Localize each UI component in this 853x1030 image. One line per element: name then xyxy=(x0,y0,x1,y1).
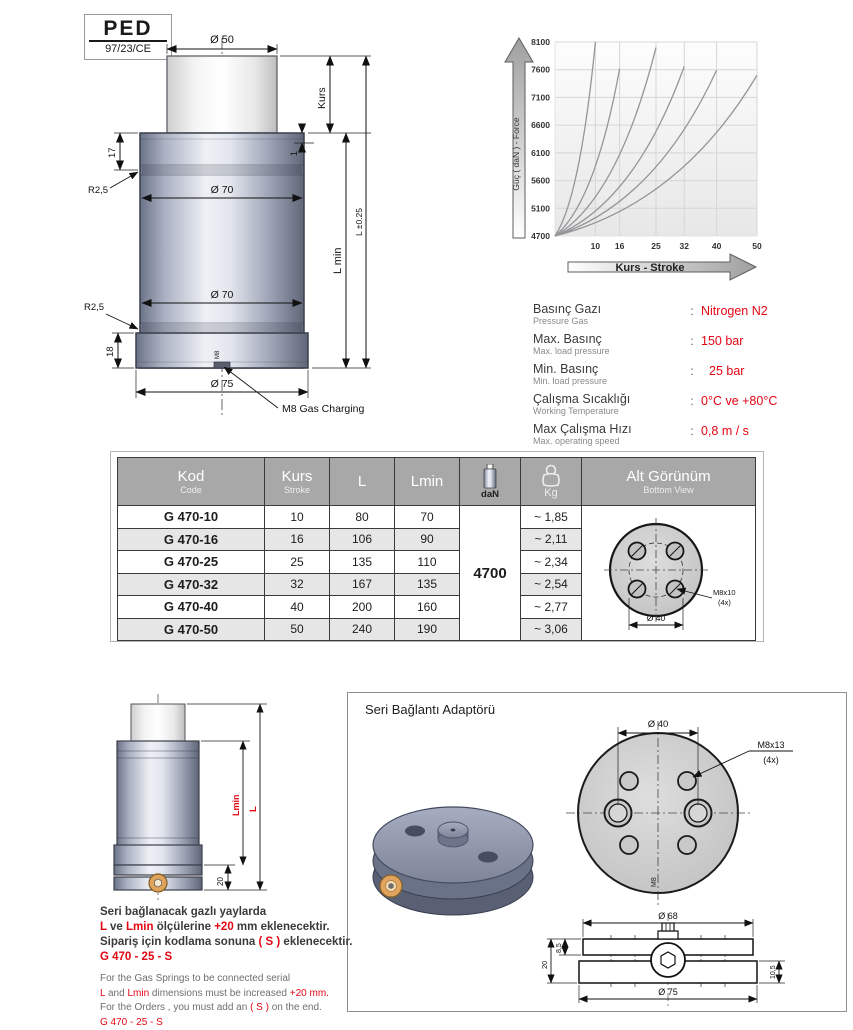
cell-kg: ~ 1,85 xyxy=(521,506,582,529)
col-header-l: L xyxy=(330,458,395,506)
d50-dim-label: Ø 50 xyxy=(210,34,234,46)
note-line: Seri bağlanacak gazlı yaylarda xyxy=(100,905,368,920)
header-row xyxy=(118,458,756,506)
dim1-label: 1 xyxy=(289,151,299,156)
chart-svg xyxy=(498,26,810,288)
port-mark: M8 xyxy=(651,877,658,887)
spec-colon: : xyxy=(683,423,701,438)
piston-rod xyxy=(167,56,277,133)
spec-value: 150 bar xyxy=(701,333,743,348)
spec-label-tr: Çalışma Sıcaklığı xyxy=(533,393,683,406)
cell-lmin: 70 xyxy=(395,506,460,529)
note-line: For the Orders , you must add an ( S ) on the end. xyxy=(100,1001,368,1016)
cell-kg: ~ 2,11 xyxy=(521,528,582,551)
spec-colon: : xyxy=(683,303,701,318)
groove-shadow-top xyxy=(142,166,302,174)
serial-adapter-panel xyxy=(347,692,847,1012)
r25-top-label: R2,5 xyxy=(88,185,108,196)
spec-label-en: Max. operating speed xyxy=(533,436,683,446)
product-table xyxy=(117,457,756,641)
dim105-label: 10,5 xyxy=(770,965,777,979)
svg-text:25: 25 xyxy=(651,241,661,251)
d75-dim-label: Ø 75 xyxy=(658,987,678,997)
cell-code: G 470-16 xyxy=(118,528,265,551)
cell-l: 240 xyxy=(330,618,395,641)
lmin-dim-label: L min xyxy=(332,248,344,275)
gas-charging-label: M8 Gas Charging xyxy=(282,403,364,415)
serial-connection-notes xyxy=(100,905,368,1030)
dim17-label: 17 xyxy=(107,147,118,158)
col-header-kg: Kg xyxy=(521,458,582,506)
spec-colon: : xyxy=(683,333,701,348)
cell-l: 135 xyxy=(330,551,395,574)
note-line: L ve Lmin ölçülerine +20 mm eklenecektir. xyxy=(100,920,368,935)
svg-text:7600: 7600 xyxy=(531,65,550,75)
svg-text:7100: 7100 xyxy=(531,92,550,102)
spec-label-tr: Basınç Gazı xyxy=(533,303,683,316)
d68-dim-label: Ø 68 xyxy=(658,911,678,921)
spec-value: 0°C ve +80°C xyxy=(701,393,777,408)
r25-top-leader xyxy=(110,172,138,188)
cell-lmin: 190 xyxy=(395,618,460,641)
adapter-top-view xyxy=(553,707,808,907)
cell-stroke: 10 xyxy=(265,506,330,529)
cell-stroke: 40 xyxy=(265,596,330,619)
cell-stroke: 50 xyxy=(265,618,330,641)
notes-turkish xyxy=(100,905,368,965)
cell-kg: ~ 3,06 xyxy=(521,618,582,641)
cell-dan-force: 4700 xyxy=(460,506,521,641)
svg-text:50: 50 xyxy=(752,241,762,251)
spec-colon: : xyxy=(683,393,701,408)
svg-text:6600: 6600 xyxy=(531,120,550,130)
d40-dim-label: Ø 40 xyxy=(648,719,669,730)
adapter-panel-title: Seri Bağlantı Adaptörü xyxy=(365,702,495,717)
dim20-label: 20 xyxy=(540,961,549,969)
d70-bottom-label: Ø 70 xyxy=(211,289,234,301)
specifications-list xyxy=(533,303,853,453)
cell-l: 80 xyxy=(330,506,395,529)
cell-l: 200 xyxy=(330,596,395,619)
svg-text:4700: 4700 xyxy=(531,231,550,241)
spec-row-max-pressure xyxy=(533,333,853,356)
force-stroke-chart xyxy=(498,26,810,288)
y-tick-labels xyxy=(531,37,550,241)
spec-row-working-temperature xyxy=(533,393,853,416)
cell-lmin: 160 xyxy=(395,596,460,619)
center-dot xyxy=(451,829,456,832)
spec-value: 25 bar xyxy=(701,363,744,378)
ped-label: PED xyxy=(89,17,167,42)
spec-label-en: Max. load pressure xyxy=(533,346,683,356)
col-header-kod: Kod Code xyxy=(118,458,265,506)
r25-bottom-leader xyxy=(106,314,138,329)
svg-text:5600: 5600 xyxy=(531,176,550,186)
lmin-dim-label: Lmin xyxy=(231,795,241,817)
spec-row-min-pressure xyxy=(533,363,853,386)
table-row xyxy=(118,506,756,529)
thread-count: (4x) xyxy=(763,755,779,765)
cell-code: G 470-40 xyxy=(118,596,265,619)
spec-label-en: Working Temperature xyxy=(533,406,683,416)
cell-kg: ~ 2,77 xyxy=(521,596,582,619)
note-line: L and Lmin dimensions must be increased +20 mm. xyxy=(100,987,368,1002)
svg-text:5100: 5100 xyxy=(531,203,550,213)
spec-label-tr: Max. Basınç xyxy=(533,333,683,346)
base-collar xyxy=(114,845,202,865)
cell-l: 106 xyxy=(330,528,395,551)
adapter-cross-section xyxy=(523,909,813,1009)
gas-charging-port xyxy=(214,362,230,368)
spec-row-pressure-gas xyxy=(533,303,853,326)
svg-text:40: 40 xyxy=(712,241,722,251)
bottom-view-drawing xyxy=(584,510,754,636)
cell-code: G 470-32 xyxy=(118,573,265,596)
thread-count: (4x) xyxy=(718,598,731,607)
ltol-dim-label: L ±0.25 xyxy=(354,208,364,236)
d70-top-label: Ø 70 xyxy=(211,184,234,196)
top-hole xyxy=(478,852,498,863)
dim20-label: 20 xyxy=(216,877,225,886)
d75-dim-label: Ø 75 xyxy=(211,378,234,390)
cell-stroke: 16 xyxy=(265,528,330,551)
note-line: G 470 - 25 - S xyxy=(100,1016,368,1030)
kg-weight-icon xyxy=(538,464,564,488)
col-header-alt-gorunum: Alt Görünüm Bottom View xyxy=(582,458,756,506)
notes-english xyxy=(100,972,368,1030)
cell-lmin: 90 xyxy=(395,528,460,551)
spec-label-tr: Max Çalışma Hızı xyxy=(533,423,683,436)
cell-bottom-view xyxy=(582,506,756,641)
groove-shadow-bottom xyxy=(142,324,302,332)
dan-icon xyxy=(480,464,500,490)
spec-colon: : xyxy=(683,363,701,378)
cell-kg: ~ 2,34 xyxy=(521,551,582,574)
cell-lmin: 110 xyxy=(395,551,460,574)
svg-text:32: 32 xyxy=(680,241,690,251)
cell-l: 167 xyxy=(330,573,395,596)
note-line: G 470 - 25 - S xyxy=(100,950,368,965)
r25-bottom-label: R2,5 xyxy=(84,302,104,313)
spec-label-en: Pressure Gas xyxy=(533,316,683,326)
svg-text:16: 16 xyxy=(615,241,625,251)
l-dim-label: L xyxy=(248,806,259,812)
spec-label-en: Min. load pressure xyxy=(533,376,683,386)
x-tick-labels xyxy=(591,241,762,251)
col-header-kurs: Kurs Stroke xyxy=(265,458,330,506)
serial-spring-drawing xyxy=(95,688,330,902)
svg-text:10: 10 xyxy=(591,241,601,251)
col-header-dan: daN xyxy=(460,458,521,506)
note-line: Sipariş için kodlama sonuna ( S ) eklenecektir. xyxy=(100,935,368,950)
product-table-frame xyxy=(110,451,764,642)
cell-code: G 470-25 xyxy=(118,551,265,574)
cell-code: G 470-10 xyxy=(118,506,265,529)
center-boss xyxy=(651,943,685,977)
thread-label: M8x13 xyxy=(757,740,784,750)
note-line: For the Gas Springs to be connected serial xyxy=(100,972,368,987)
kurs-dim-label: Kurs xyxy=(316,87,328,109)
spec-value: 0,8 m / s xyxy=(701,423,749,438)
x-axis-label: Kurs - Stroke xyxy=(615,262,684,274)
col-header-lmin: Lmin xyxy=(395,458,460,506)
ped-directive: 97/23/CE xyxy=(89,42,167,56)
spec-row-max-speed xyxy=(533,423,853,446)
thread-label: M8x10 xyxy=(713,588,736,597)
svg-text:8100: 8100 xyxy=(531,37,550,47)
dim85-label: 8,5 xyxy=(556,943,563,953)
cell-kg: ~ 2,54 xyxy=(521,573,582,596)
spec-value: Nitrogen N2 xyxy=(701,303,768,318)
cell-stroke: 25 xyxy=(265,551,330,574)
port-mark: M8 xyxy=(215,350,221,359)
cell-stroke: 32 xyxy=(265,573,330,596)
piston-rod xyxy=(131,704,185,741)
gas-spring-technical-drawing xyxy=(68,26,378,430)
spec-label-tr: Min. Basınç xyxy=(533,363,683,376)
valve-hex xyxy=(155,879,162,887)
svg-text:6100: 6100 xyxy=(531,148,550,158)
stud-base xyxy=(658,931,678,939)
y-axis-label: Güç ( daN ) - Force xyxy=(511,117,521,190)
top-hole xyxy=(405,826,425,837)
cell-lmin: 135 xyxy=(395,573,460,596)
stud-cap xyxy=(662,923,674,931)
adapter-3d-image xyxy=(366,793,541,923)
d40-dim-label: Ø 40 xyxy=(646,613,665,623)
dim18-label: 18 xyxy=(105,346,116,357)
cell-code: G 470-50 xyxy=(118,618,265,641)
